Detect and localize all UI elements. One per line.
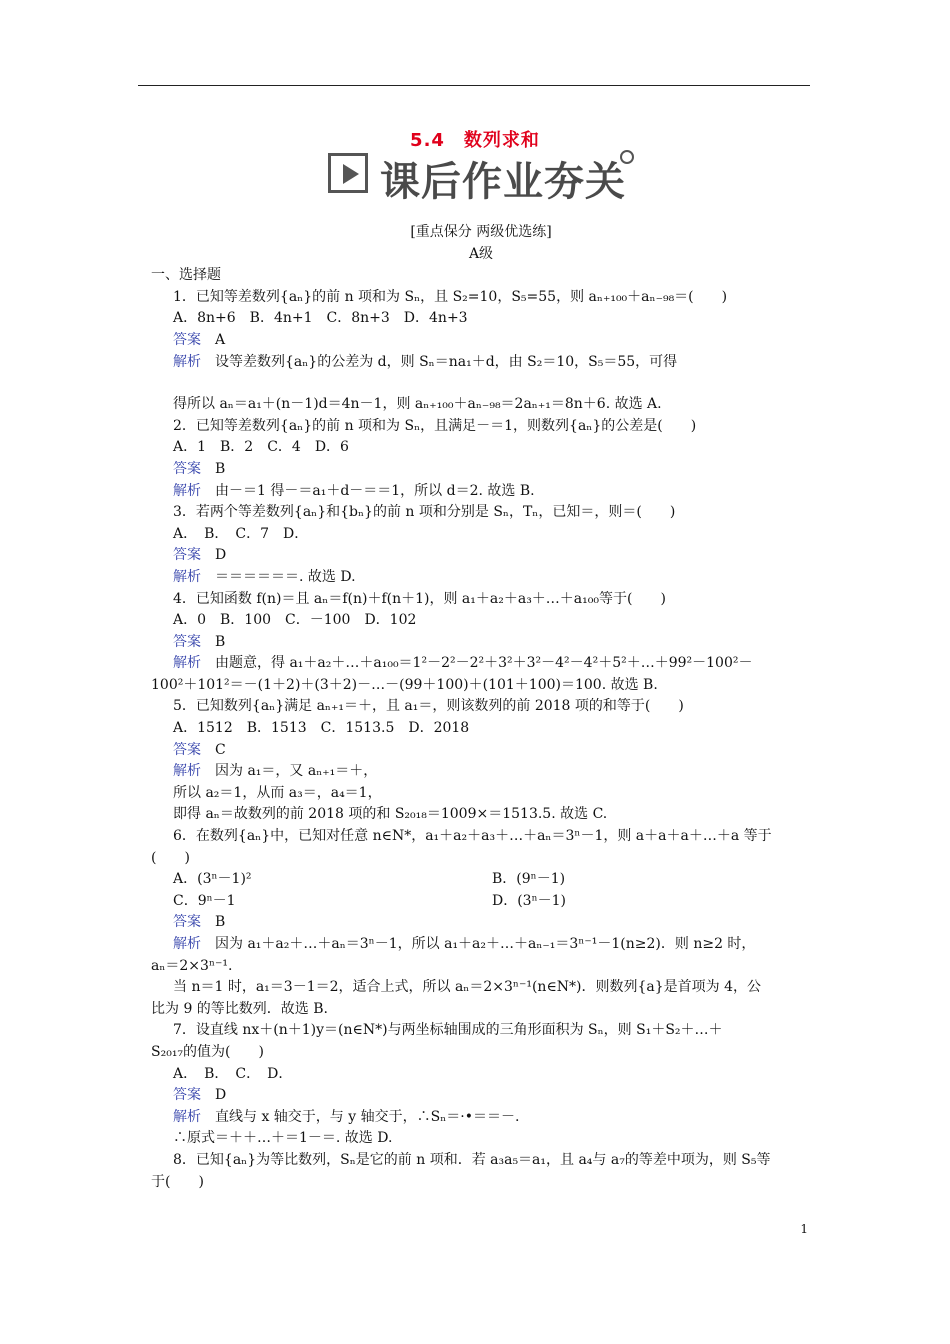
question-1-analysis: 解析 设等差数列{aₙ}的公差为 d，则 Sₙ＝na₁＋d，由 S₂＝10，S₅＝55，可得 [173, 353, 678, 370]
level-label: A级 [468, 245, 494, 262]
question-2: 2．已知等差数列{aₙ}的前 n 项和为 Sₙ，且满足－＝1，则数列{aₙ}的公差是( ) [173, 417, 697, 434]
question-4-answer: 答案 B [173, 633, 226, 650]
question-3-options: A． B． C．7 D． [173, 525, 309, 542]
option-a: A．(3ⁿ－1)² [173, 871, 252, 888]
seal-icon [620, 150, 634, 164]
question-6-options-row-1 [151, 869, 811, 891]
question-6-answer: 答案 B [173, 914, 226, 931]
question-7-analysis: 解析 直线与 x 轴交于，与 y 轴交于，∴Sₙ＝·•＝＝－. [173, 1108, 520, 1125]
question-1: 1．已知等差数列{aₙ}的前 n 项和为 Sₙ，且 S₂=10，S₅=55，则 aₙ₊₁₀₀＋aₙ₋₉₈＝( ) [173, 288, 728, 305]
answer-label: 答案 [173, 331, 201, 348]
play-icon [328, 153, 368, 193]
question-1-options: A．8n+6 B．4n+1 C．8n+3 D．4n+3 [173, 310, 468, 327]
formula-gap [151, 373, 811, 394]
question-3-answer: 答案 D [173, 547, 227, 564]
header-rule [138, 85, 810, 86]
subtitle: [重点保分 两级优选练] [410, 224, 552, 240]
answer-label: 答案 [173, 547, 201, 564]
option-d: D．(3ⁿ－1) [492, 892, 567, 909]
question-6-options-row-2 [151, 891, 811, 913]
banner-text: 课后作业夯关 [380, 159, 626, 205]
question-5-analysis: 解析 因为 a₁＝，又 aₙ₊₁＝＋， [173, 763, 378, 780]
question-3: 3．若两个等差数列{aₙ}和{bₙ}的前 n 项和分别是 Sₙ，Tₙ，已知＝，则＝( ) [173, 504, 676, 521]
question-4-options: A．0 B．100 C．－100 D．102 [173, 612, 417, 629]
question-1-answer: 答案 A [173, 331, 226, 348]
exercise-body [151, 222, 811, 1193]
option-c: C．9ⁿ－1 [173, 892, 236, 909]
page-number: 1 [800, 1222, 808, 1236]
option-b: B．(9ⁿ－1) [492, 871, 566, 888]
answer-label: 答案 [173, 741, 201, 758]
question-6-cont: ( ) [151, 849, 190, 866]
answer-label: 答案 [173, 1087, 201, 1104]
section-title: 5.4 数列求和 [410, 130, 540, 151]
question-5-answer: 答案 C [173, 741, 226, 758]
analysis-label: 解析 [173, 763, 201, 780]
question-6-analysis-2: aₙ＝2×3ⁿ⁻¹. [151, 957, 233, 974]
question-4: 4．已知函数 f(n)＝且 aₙ＝f(n)＋f(n＋1)，则 a₁＋a₂＋a₃＋…＋a₁₀₀等于( ) [173, 590, 666, 607]
section-heading: 一、选择题 [151, 267, 221, 284]
homework-banner [328, 150, 648, 205]
question-6-analysis-3: 当 n＝1 时，a₁＝3－1＝2，适合上式，所以 aₙ＝2×3ⁿ⁻¹(n∈N*)．则数列{a}是首项为 4，公 [173, 979, 762, 996]
question-6-analysis: 解析 因为 a₁＋a₂＋…＋aₙ＝3ⁿ－1，所以 a₁＋a₂＋…＋aₙ₋₁＝3ⁿ⁻¹－1(n≥2)．则 n≥2 时， [173, 936, 756, 952]
question-7-options: A． B． C． D． [173, 1065, 293, 1082]
analysis-label: 解析 [173, 353, 201, 370]
question-5-options: A．1512 B．1513 C．1513.5 D．2018 [173, 720, 470, 737]
question-5-analysis-2: 所以 a₂＝1，从而 a₃＝，a₄＝1， [173, 784, 382, 801]
question-1-analysis-cont: 得所以 aₙ＝a₁＋(n－1)d＝4n－1，则 aₙ₊₁₀₀＋aₙ₋₉₈＝2aₙ₊₁＝8n＋6. 故选 A. [173, 396, 662, 413]
question-8-cont: 于( ) [151, 1173, 204, 1190]
question-4-analysis-cont: 100²＋101²＝－(1＋2)＋(3＋2)－…－(99＋100)＋(101＋100)＝100. 故选 B. [151, 676, 658, 693]
question-5: 5．已知数列{aₙ}满足 aₙ₊₁＝＋，且 a₁＝，则该数列的前 2018 项的和等于( ) [173, 698, 684, 715]
question-6: 6．在数列{aₙ}中，已知对任意 n∈N*，a₁＋a₂＋a₃＋…＋aₙ＝3ⁿ－1，则 a＋a＋a＋…＋a 等于 [173, 828, 772, 845]
question-8: 8．已知{aₙ}为等比数列，Sₙ是它的前 n 项和．若 a₃a₅＝a₁，且 a₄与 a₇的等差中项为，则 S₅等 [173, 1151, 771, 1168]
question-7-analysis-2: ∴原式＝＋＋…＋＝1－＝. 故选 D. [173, 1130, 393, 1147]
question-5-analysis-3: 即得 aₙ＝故数列的前 2018 项的和 S₂₀₁₈＝1009×＝1513.5. 故选 C. [173, 806, 608, 823]
question-7-cont: S₂₀₁₇的值为( ) [151, 1043, 264, 1060]
question-2-options: A．1 B．2 C．4 D．6 [173, 439, 349, 456]
question-7-answer: 答案 D [173, 1087, 227, 1104]
question-3-analysis: 解析 ＝＝＝＝＝＝. 故选 D. [173, 568, 356, 585]
answer-label: 答案 [173, 460, 201, 477]
question-4-analysis: 解析 由题意，得 a₁＋a₂＋…＋a₁₀₀＝1²－2²－2²＋3²＋3²－4²－4²＋5²＋…＋99²－100²－ [173, 655, 753, 672]
question-6-analysis-4: 比为 9 的等比数列．故选 B. [151, 1000, 328, 1017]
analysis-label: 解析 [173, 936, 201, 952]
answer-label: 答案 [173, 633, 201, 650]
analysis-label: 解析 [173, 655, 201, 672]
answer-label: 答案 [173, 914, 201, 931]
question-2-answer: 答案 B [173, 460, 226, 477]
analysis-label: 解析 [173, 1108, 201, 1125]
analysis-label: 解析 [173, 482, 201, 499]
question-2-analysis: 解析 由－＝1 得－＝a₁＋d－＝＝1，所以 d＝2. 故选 B. [173, 482, 535, 499]
analysis-label: 解析 [173, 568, 201, 585]
question-7: 7．设直线 nx＋(n＋1)y＝(n∈N*)与两坐标轴围成的三角形面积为 Sₙ，则 S₁＋S₂＋…＋ [173, 1022, 723, 1039]
